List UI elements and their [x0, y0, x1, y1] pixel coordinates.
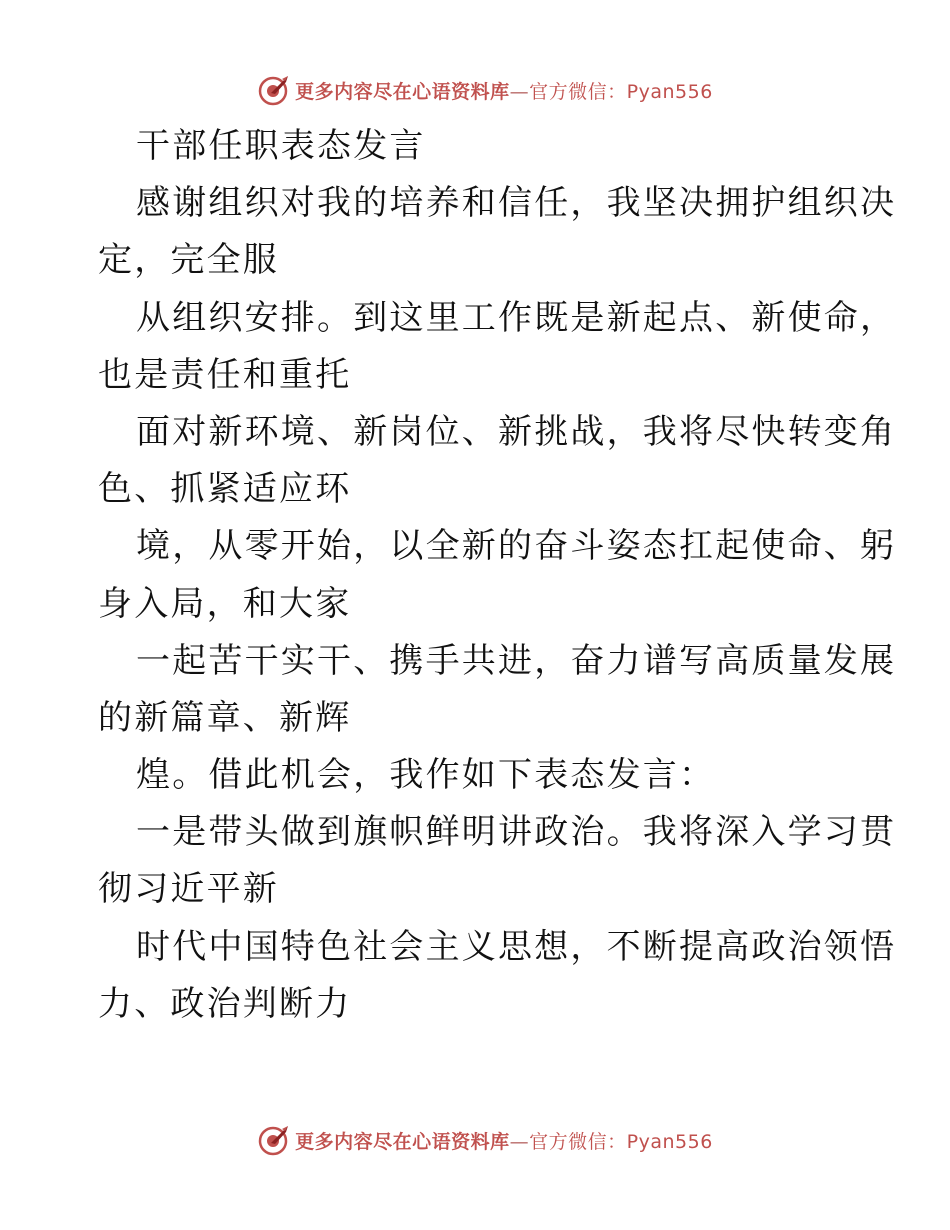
document-title: 干部任职表态发言	[136, 126, 426, 166]
footer-banner-dash: —	[509, 1130, 530, 1153]
paragraph-line: 身入局，和大家	[98, 583, 352, 624]
paragraph-line: 时代中国特色社会主义思想，不断提高政治领悟	[136, 926, 897, 967]
paragraph-line: 色、抓紧适应环	[98, 469, 352, 510]
paragraph-line: 的新篇章、新辉	[98, 697, 352, 738]
paragraph-line: 境，从零开始，以全新的奋斗姿态扛起使命、躬	[136, 526, 897, 567]
header-banner-content	[257, 73, 713, 107]
footer-banner	[0, 1120, 950, 1160]
footer-banner-text	[295, 1127, 713, 1154]
paragraph-line: 力、政治判断力	[98, 983, 352, 1024]
quill-logo-icon	[257, 73, 291, 107]
paragraph-line: 定，完全服	[98, 240, 279, 281]
paragraph-line: 一是带头做到旗帜鲜明讲政治。我将深入学习贯	[136, 812, 897, 853]
paragraph-line: 也是责任和重托	[98, 354, 352, 395]
document-body	[98, 118, 897, 1033]
header-banner-text	[295, 77, 713, 104]
footer-banner-main-text: 更多内容尽在心语资料库	[295, 1130, 510, 1153]
footer-banner-content	[257, 1123, 713, 1157]
paragraph-line: 煌。借此机会，我作如下表态发言：	[136, 755, 716, 796]
paragraph-line: 一起苦干实干、携手共进，奋力谱写高质量发展	[136, 640, 897, 681]
paragraph-line: 从组织安排。到这里工作既是新起点、新使命，	[136, 297, 897, 338]
header-banner	[0, 70, 950, 110]
header-banner-dash: —	[509, 80, 530, 103]
header-banner-main-text: 更多内容尽在心语资料库	[295, 80, 510, 103]
header-banner-contact: 官方微信：Pyan556	[529, 80, 713, 103]
paragraph-line: 感谢组织对我的培养和信任，我坚决拥护组织决	[136, 183, 897, 224]
paragraph-line: 面对新环境、新岗位、新挑战，我将尽快转变角	[136, 411, 897, 452]
paragraph-line: 彻习近平新	[98, 869, 279, 910]
footer-banner-contact: 官方微信：Pyan556	[529, 1130, 713, 1153]
quill-logo-icon	[257, 1123, 291, 1157]
